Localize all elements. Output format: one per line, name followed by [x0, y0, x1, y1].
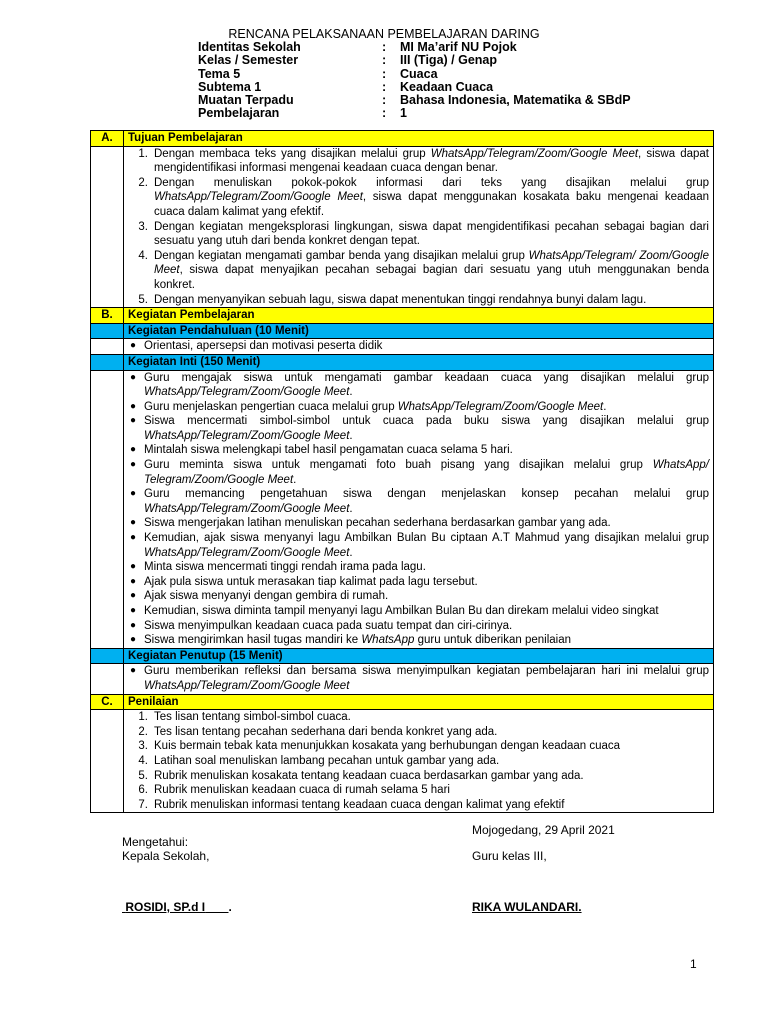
- pendahuluan-items: [91, 339, 714, 355]
- numbered-item: [128, 293, 709, 308]
- section-a-items: [91, 146, 714, 308]
- numbered-item: [128, 220, 709, 249]
- item-number: 4.: [138, 754, 148, 767]
- item-number: 2.: [138, 176, 148, 189]
- place-date: Mojogedang, 29 April 2021: [472, 823, 615, 837]
- identity-colon: :: [382, 40, 387, 54]
- headmaster-name: ROSIDI, SP.d I: [125, 900, 206, 914]
- item-number: 1.: [138, 711, 148, 724]
- inti-items: [91, 370, 714, 648]
- content-cell: Kegiatan Penutup (15 Menit): [124, 648, 714, 664]
- content-cell: Penilaian: [124, 694, 714, 710]
- item-text: Siswa mengirimkan hasil tugas mandiri ke WhatsApp guru untuk diberikan penilaian: [144, 634, 572, 647]
- section-letter-cell: [91, 339, 124, 355]
- penutup-header: [91, 648, 714, 664]
- pendahuluan-header: [91, 323, 714, 339]
- bullet-icon: ●: [130, 371, 137, 383]
- bullet-icon: ●: [130, 415, 137, 427]
- identity-value: 1: [400, 106, 407, 121]
- item-text: Guru menjelaskan pengertian cuaca melalui grup WhatsApp/Telegram/Zoom/Google Meet.: [144, 400, 607, 413]
- content-cell: Kegiatan Pembelajaran: [124, 308, 714, 324]
- identity-row: [198, 41, 631, 54]
- bullet-item: [128, 400, 709, 415]
- section-letter-cell: C.: [91, 694, 124, 710]
- item-number: 6.: [138, 784, 148, 797]
- acknowledged-label: Mengetahui:: [122, 835, 189, 849]
- content-cell: Kegiatan Pendahuluan (10 Menit): [124, 323, 714, 339]
- numbered-item: [128, 725, 709, 740]
- item-text: Dengan kegiatan mengeksplorasi lingkungan, siswa dapat mengidentifikasi pecahan sebagai bagian dari sesuatu yang utuh dari benda konkret dengan tepat.: [154, 220, 709, 248]
- item-text: Minta siswa mencermati tinggi rendah irama pada lagu.: [144, 561, 426, 574]
- content-cell: Tujuan Pembelajaran: [124, 131, 714, 147]
- bullet-icon: ●: [130, 459, 137, 471]
- item-text: Rubrik menuliskan keadaan cuaca di rumah selama 5 hari: [154, 784, 450, 797]
- headmaster-label: Kepala Sekolah,: [122, 849, 210, 863]
- identity-row: [198, 107, 631, 120]
- numbered-item: [128, 739, 709, 754]
- section-letter-cell: [91, 146, 124, 308]
- bullet-icon: ●: [130, 488, 137, 500]
- bullet-icon: ●: [130, 634, 137, 646]
- bullet-icon: ●: [130, 590, 137, 602]
- identity-block: [198, 41, 631, 121]
- item-text: Guru memberikan refleksi dan bersama siswa menyimpulkan kegiatan pembelajaran hari ini melalui grup WhatsApp/Telegram/Zoom/Google Meet: [144, 665, 709, 692]
- item-text: Rubrik menuliskan kosakata tentang keadaan cuaca berdasarkan gambar yang ada.: [154, 769, 584, 782]
- numbered-item: [128, 176, 709, 220]
- section-a-header: [91, 131, 714, 147]
- bullet-icon: ●: [130, 400, 137, 412]
- item-text: Ajak siswa menyanyi dengan gembira di rumah.: [144, 590, 389, 603]
- penutup-items: [91, 664, 714, 694]
- item-text: Kuis bermain tebak kata menunjukkan kosakata yang berhubungan dengan keadaan cuaca: [154, 740, 621, 753]
- item-text: Siswa mencermati simbol-simbol untuk cuaca pada buku siswa yang disajikan melalui grup WhatsApp/Telegram/Zoom/Google Meet.: [144, 415, 709, 442]
- document-title: RENCANA PELAKSANAAN PEMBELAJARAN DARING: [228, 27, 540, 41]
- item-text: Ajak pula siswa untuk merasakan tiap kalimat pada lagu tersebut.: [144, 575, 478, 588]
- bullet-icon: ●: [130, 665, 137, 677]
- item-text: Mintalah siswa melengkapi tabel hasil pengamatan cuaca selama 5 hari.: [144, 444, 513, 457]
- item-number: 7.: [138, 798, 148, 811]
- bullet-item: [128, 664, 709, 693]
- item-text: Latihan soal menuliskan lambang pecahan untuk gambar yang ada.: [154, 754, 500, 767]
- page-number: 1: [690, 957, 697, 971]
- bullet-icon: ●: [130, 605, 137, 616]
- section-c-items: [91, 710, 714, 813]
- item-text: Siswa mengerjakan latihan menuliskan pecahan sederhana berdasarkan gambar yang ada.: [144, 517, 611, 530]
- content-cell: [124, 710, 714, 813]
- numbered-item: [128, 710, 709, 725]
- item-text: Tes lisan tentang simbol-simbol cuaca.: [154, 711, 351, 724]
- item-text: Tes lisan tentang pecahan sederhana dari benda konkret yang ada.: [154, 725, 498, 738]
- numbered-item: [128, 249, 709, 293]
- identity-colon: :: [382, 93, 387, 108]
- bullet-item: [128, 531, 709, 560]
- bullet-item: [128, 575, 709, 590]
- bullet-item: [128, 414, 709, 443]
- lesson-plan-table: [90, 130, 714, 813]
- teacher-label: Guru kelas III,: [472, 849, 547, 863]
- numbered-item: [128, 783, 709, 798]
- numbered-item: [128, 769, 709, 784]
- item-number: 5.: [138, 769, 148, 782]
- identity-colon: :: [382, 106, 387, 121]
- item-number: 3.: [138, 740, 148, 753]
- bullet-item: [128, 560, 709, 575]
- item-number: 2.: [138, 725, 148, 738]
- content-cell: [124, 370, 714, 648]
- item-text: Kemudian, ajak siswa menyanyi lagu Ambilkan Bulan Bu ciptaan A.T Mahmud yang disajikan melalui grup WhatsApp/Telegram/Zoom/Google Meet.: [144, 532, 709, 559]
- item-number: 5.: [138, 293, 148, 306]
- identity-label: Tema 5: [198, 66, 241, 81]
- section-letter-cell: [91, 648, 124, 664]
- bullet-icon: ●: [130, 444, 137, 456]
- identity-value: MI Ma’arif NU Pojok: [400, 40, 517, 54]
- content-cell: [124, 339, 714, 355]
- bullet-icon: ●: [130, 619, 137, 631]
- item-number: 1.: [138, 147, 148, 160]
- bullet-item: [128, 487, 709, 516]
- numbered-item: [128, 754, 709, 769]
- bullet-item: [128, 371, 709, 400]
- identity-label: Pembelajaran: [198, 106, 280, 121]
- bullet-icon: ●: [130, 575, 137, 587]
- identity-row: [198, 81, 631, 94]
- bullet-item: [128, 589, 709, 604]
- bullet-item: [128, 443, 709, 458]
- item-text: Dengan menyanyikan sebuah lagu, siswa dapat menentukan tinggi rendahnya bunyi dalam lagu.: [154, 293, 647, 306]
- item-text: Dengan membaca teks yang disajikan melalui grup WhatsApp/Telegram/Zoom/Google Meet, siswa dapat mengidentifikasi informasi mengenai keadaan cuaca dengan benar.: [154, 147, 709, 175]
- section-c-header: [91, 694, 714, 710]
- item-number: 4.: [138, 249, 148, 262]
- item-number: 3.: [138, 220, 148, 233]
- bullet-icon: ●: [130, 561, 137, 573]
- teacher-name: RIKA WULANDARI.: [472, 900, 582, 914]
- item-text: Kemudian, siswa diminta tampil menyanyi lagu Ambilkan Bulan Bu dan direkam melalui video singkat: [144, 605, 659, 617]
- identity-value: Keadaan Cuaca: [400, 79, 494, 94]
- item-text: Siswa menyimpulkan keadaan cuaca pada suatu tempat dan ciri-cirinya.: [144, 619, 513, 632]
- content-cell: [124, 146, 714, 308]
- identity-label: Kelas / Semester: [198, 53, 299, 68]
- identity-label: Subtema 1: [198, 79, 262, 94]
- section-letter-cell: [91, 354, 124, 370]
- identity-colon: :: [382, 79, 387, 94]
- section-letter-cell: B.: [91, 308, 124, 324]
- identity-colon: :: [382, 53, 387, 68]
- identity-colon: :: [382, 66, 387, 81]
- bullet-icon: ●: [130, 532, 137, 544]
- bullet-item: [128, 619, 709, 634]
- item-text: Dengan kegiatan mengamati gambar benda yang disajikan melalui grup WhatsApp/Telegram/ Zoom/Google Meet, siswa dapat menyajikan pecahan sebagai bagian dari sesuatu yang utuh menggunakan benda konkret.: [154, 249, 710, 291]
- content-cell: Kegiatan Inti (150 Menit): [124, 354, 714, 370]
- identity-row: [198, 68, 631, 81]
- content-cell: [124, 664, 714, 694]
- bullet-item: [128, 339, 709, 354]
- bullet-icon: ●: [130, 340, 137, 352]
- identity-value: Bahasa Indonesia, Matematika & SBdP: [400, 93, 631, 108]
- section-letter-cell: [91, 664, 124, 694]
- identity-label: Identitas Sekolah: [198, 40, 301, 54]
- identity-label: Muatan Terpadu: [198, 93, 294, 108]
- bullet-icon: ●: [130, 517, 137, 529]
- bullet-item: [128, 516, 709, 531]
- bullet-item: [128, 458, 709, 487]
- numbered-item: [128, 147, 709, 176]
- item-text: Guru memancing pengetahuan siswa dengan menjelaskan konsep pecahan melalui grup WhatsApp/Telegram/Zoom/Google Meet.: [144, 488, 709, 515]
- headmaster-signature: ROSIDI, SP.d I .: [122, 900, 232, 914]
- item-text: Dengan menuliskan pokok-pokok informasi dari teks yang disajikan melalui grup WhatsApp/Telegram/Zoom/Google Meet, siswa dapat menggunakan kosakata baku mengenai keadaan cuaca dalam kalimat yang efektif.: [154, 176, 709, 218]
- section-letter-cell: [91, 323, 124, 339]
- identity-row: [198, 54, 631, 67]
- bullet-item: [128, 633, 709, 648]
- identity-value: III (Tiga) / Genap: [400, 53, 498, 68]
- item-text: Orientasi, apersepsi dan motivasi peserta didik: [144, 340, 383, 353]
- section-letter-cell: A.: [91, 131, 124, 147]
- item-text: Rubrik menuliskan informasi tentang keadaan cuaca dengan kalimat yang efektif: [154, 798, 565, 811]
- identity-value: Cuaca: [400, 66, 438, 81]
- numbered-item: [128, 798, 709, 813]
- identity-row: [198, 94, 631, 107]
- item-text: Guru mengajak siswa untuk mengamati gambar keadaan cuaca yang disajikan melalui grup WhatsApp/Telegram/Zoom/Google Meet.: [144, 371, 709, 399]
- section-letter-cell: [91, 370, 124, 648]
- item-text: Guru meminta siswa untuk mengamati foto buah pisang yang disajikan melalui grup WhatsApp/ Telegram/Zoom/Google Meet.: [144, 459, 709, 486]
- bullet-item: [128, 604, 709, 619]
- section-b-header: [91, 308, 714, 324]
- section-letter-cell: [91, 710, 124, 813]
- inti-header: [91, 354, 714, 370]
